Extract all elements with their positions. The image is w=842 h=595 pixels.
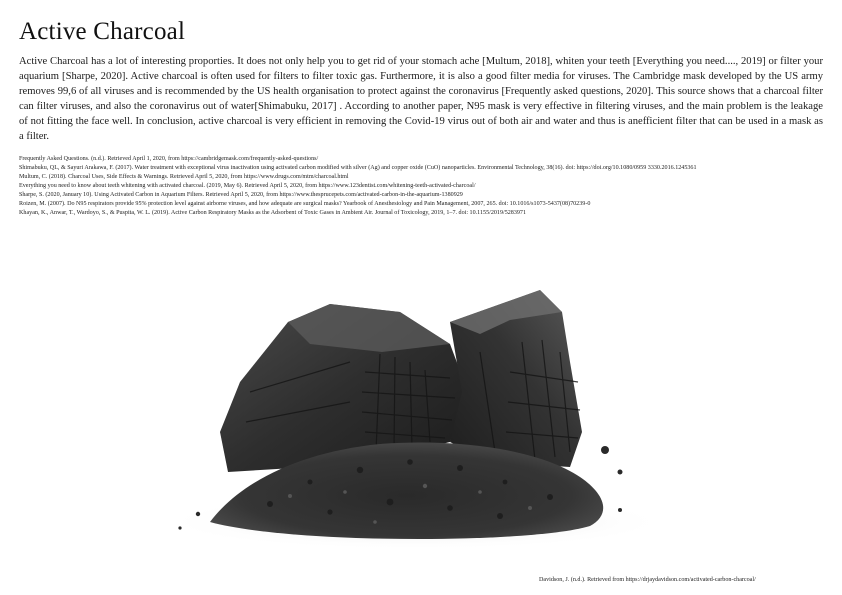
image-credit: Davidson, J. (n.d.). Retrieved from https://drjaydavidson.com/activated-carbon-charcoal/ — [539, 577, 756, 583]
reference-item: Roizen, M. (2007). Do N95 respirators provide 95% protection level against airborne viruses, and how adequate are surgical masks? Yearbook of Anesthesiology and Pain Management, 2007, 265. doi: 10.1016/s1073-5437(08)70239-0 — [19, 201, 591, 207]
reference-item: Multum, C. (2018). Charcoal Uses, Side Effects & Warnings. Retrieved April 5, 2020, from https://www.drugs.com/mtm/charcoal.html — [19, 174, 349, 180]
charcoal-lump-right — [450, 290, 582, 467]
charcoal-photo — [150, 282, 670, 550]
reference-item: Everything you need to know about teeth whitening with activated charcoal. (2019, May 6). Retrieved April 5, 2020, from https://www.123dentist.com/whitening-teeth-activated-charcoal/ — [19, 183, 476, 189]
reference-list — [19, 155, 829, 218]
reference-item: Sharpe, S. (2020, January 10). Using Activated Carbon in Aquarium Filters. Retrieved April 5, 2020, from https://www.thesprucepets.com/activated-carbon-in-the-aquarium-1380929 — [19, 192, 463, 198]
reference-item: Frequently Asked Questions. (n.d.). Retrieved April 1, 2020, from https://cambridgemask.com/frequently-asked-questions/ — [19, 156, 319, 162]
reference-item: Khayan, K., Anwar, T., Wardoyo, S., & Puspita, W. L. (2019). Active Carbon Respiratory Masks as the Adsorbent of Toxic Gases in Ambient Air. Journal of Toxicology, 2019, 1–7. doi: 10.1155/2019/5283971 — [19, 210, 527, 216]
page-title: Active Charcoal — [19, 18, 186, 45]
reference-item: Shimabuku, QL, & Sayuri Arakawa, F. (2017). Water treatment with exceptional virus inactivation using activated carbon modified with silver (Ag) and copper oxide (CuO) nanoparticles. Environmental Technology, 38(16). doi: https://doi.org/10.1080/0959 3330.2016.1245361 — [19, 165, 697, 171]
body-paragraph: Active Charcoal has a lot of interesting proporties. It does not only help you to get rid of your stomach ache [Multum, 2018], whiten your teeth [Everything you need...., 2019] or filter your aquarium [Sharpe, 2020]. Active charcoal is often used for filters to filter toxic gas. Furthermore, it is also a good filter media for viruses. The Cambridge mask developed by the US army removes 99,6 of all viruses and is recommended by the US health organisation to protect against the coronavirus [Frequently asked questions, 2020]. This source shows that a charcoal filter can filter viruses, and also the coronavirus out of water[Shimabuku, 2017] . According to another paper, N95 mask is very effective in filtering viruses, and the main problem is the leakage of not fitting the face well. In conclusion, active charcoal is very efficient in removing the Covid-19 virus out of both air and water and thus is anefficient filter that can be used in a mask as a filter. — [19, 56, 823, 143]
